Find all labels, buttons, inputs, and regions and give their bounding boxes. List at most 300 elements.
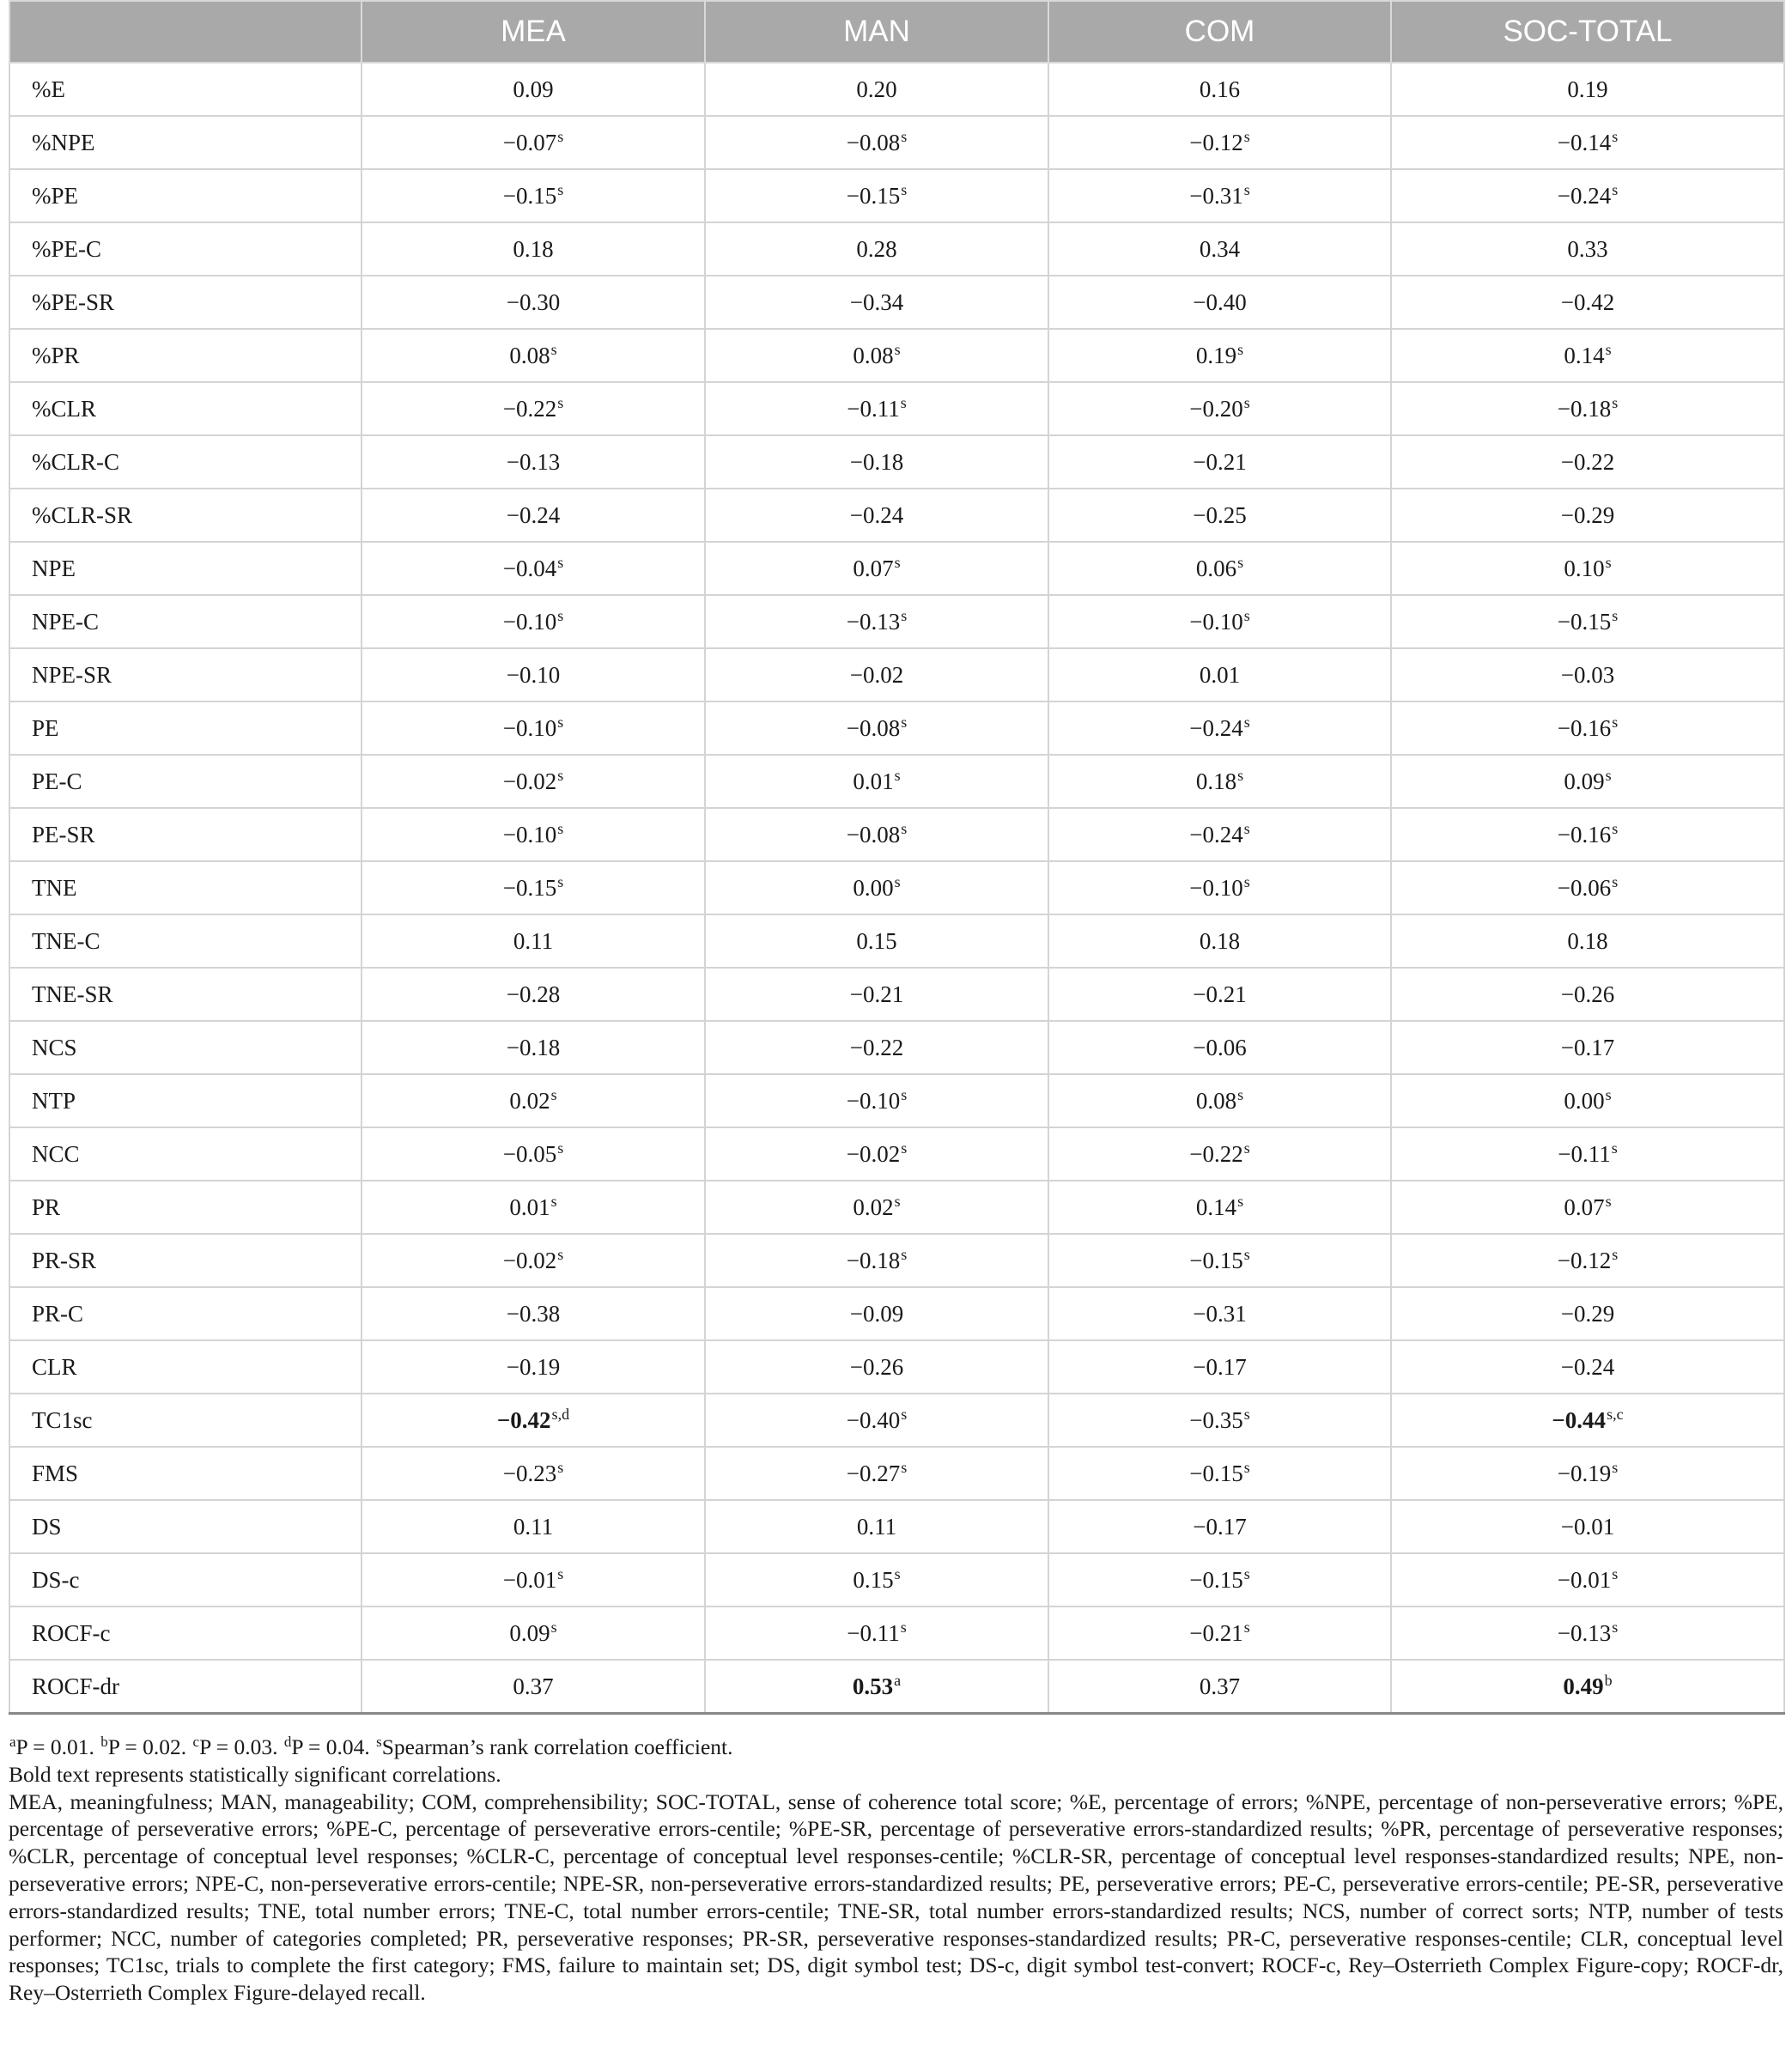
cell-superscript: s (550, 1085, 557, 1103)
cell-value: 0.00 (853, 874, 894, 901)
table-cell (1048, 1181, 1391, 1234)
cell-value: −0.08 (846, 821, 901, 847)
cell-superscript: s (1612, 1618, 1619, 1636)
table-cell (705, 1500, 1048, 1553)
cell-value: −0.35 (1189, 1406, 1243, 1433)
table-cell (361, 1394, 705, 1447)
table-cell (361, 1074, 705, 1127)
cell-superscript: s (1605, 766, 1612, 784)
cell-superscript: s (557, 180, 564, 198)
table-cell (1391, 1074, 1784, 1127)
cell-value: −0.04 (502, 555, 557, 581)
cell-value: 0.00 (1564, 1087, 1605, 1114)
table-cell (1391, 595, 1784, 648)
cell-superscript: s (1611, 1139, 1618, 1157)
table-cell (361, 755, 705, 808)
table-cell (705, 914, 1048, 968)
table-row (9, 1340, 1784, 1394)
table-row (9, 435, 1784, 489)
table-cell (361, 701, 705, 755)
cell-value: −0.21 (849, 981, 904, 1007)
cell-superscript: s (1237, 1085, 1244, 1103)
table-row (9, 1127, 1784, 1181)
cell-value: 0.06 (1195, 555, 1237, 581)
table-cell (705, 542, 1048, 595)
cell-superscript: s (901, 127, 908, 145)
cell-value: −0.08 (846, 129, 901, 155)
row-label: PE-SR (9, 808, 361, 861)
footnote-marker: c (192, 1734, 200, 1750)
cell-value: −0.22 (502, 395, 557, 422)
table-row (9, 648, 1784, 701)
cell-superscript: s (557, 766, 564, 784)
table-cell (361, 1287, 705, 1340)
cell-value: −0.10 (506, 661, 561, 688)
cell-value: −0.24 (1557, 182, 1612, 209)
table-cell (1048, 808, 1391, 861)
cell-value: −0.15 (502, 874, 557, 901)
row-label: NPE (9, 542, 361, 595)
cell-value: 0.07 (853, 555, 894, 581)
cell-superscript: s (900, 393, 907, 411)
cell-value: −0.06 (1193, 1034, 1247, 1060)
table-row (9, 329, 1784, 382)
table-cell (361, 63, 705, 116)
cell-superscript: s (1243, 872, 1250, 890)
cell-value: −0.17 (1193, 1353, 1247, 1380)
cell-value: −0.15 (846, 182, 901, 209)
cell-value: −0.13 (846, 608, 901, 635)
row-label: ROCF-c (9, 1606, 361, 1660)
cell-superscript: s (557, 1245, 564, 1263)
table-row (9, 1074, 1784, 1127)
table-cell (1391, 1127, 1784, 1181)
row-label: TNE-C (9, 914, 361, 968)
table-cell (1391, 276, 1784, 329)
table-cell (1391, 382, 1784, 435)
table-cell (705, 861, 1048, 914)
row-label: %PE-SR (9, 276, 361, 329)
table-cell (705, 1606, 1048, 1660)
cell-superscript: s (1612, 1458, 1619, 1476)
table-cell (1048, 222, 1391, 276)
cell-superscript: s (557, 553, 564, 571)
cell-value: 0.01 (509, 1193, 550, 1220)
row-label: %PE (9, 169, 361, 222)
cell-superscript: s (1243, 819, 1250, 837)
cell-superscript: s (1612, 713, 1619, 731)
row-label: CLR (9, 1340, 361, 1394)
cell-value: −0.19 (506, 1353, 561, 1380)
cell-value: −0.09 (849, 1300, 904, 1327)
cell-value: −0.22 (1189, 1140, 1243, 1167)
row-label: NTP (9, 1074, 361, 1127)
table-row (9, 808, 1784, 861)
table-cell (1048, 382, 1391, 435)
table-row (9, 1553, 1784, 1606)
table-body (9, 63, 1784, 1714)
cell-value: −0.15 (502, 182, 557, 209)
table-cell (361, 435, 705, 489)
cell-value: −0.02 (502, 768, 557, 794)
table-cell (1391, 1021, 1784, 1074)
cell-value: 0.37 (1199, 1673, 1241, 1699)
footnote-marker: s (376, 1734, 382, 1750)
row-label: %PE-C (9, 222, 361, 276)
cell-value: −0.17 (1560, 1034, 1615, 1060)
cell-value: −0.24 (849, 501, 904, 528)
cell-value: −0.42 (496, 1406, 551, 1433)
row-label: ROCF-dr (9, 1660, 361, 1714)
cell-superscript: s (894, 1564, 901, 1582)
cell-value: −0.12 (1189, 129, 1243, 155)
table-cell (1048, 701, 1391, 755)
cell-value: 0.18 (1195, 768, 1237, 794)
footnote-text: Spearman’s rank correlation coefficient. (381, 1734, 733, 1759)
table-cell (1048, 755, 1391, 808)
table-cell (705, 701, 1048, 755)
table-cell (1048, 1660, 1391, 1714)
significance-footnote (9, 1734, 1783, 1761)
cell-value: −0.30 (506, 288, 561, 315)
table-cell (1391, 1447, 1784, 1500)
cell-value: 0.09 (513, 76, 554, 102)
cell-value: −0.11 (847, 395, 900, 422)
row-label: TNE (9, 861, 361, 914)
row-label: FMS (9, 1447, 361, 1500)
table-cell (1048, 116, 1391, 169)
table-cell (1048, 1447, 1391, 1500)
table-row (9, 116, 1784, 169)
table-cell (1391, 1660, 1784, 1714)
table-cell (705, 222, 1048, 276)
cell-value: 0.28 (856, 235, 897, 262)
cell-value: −0.06 (1557, 874, 1612, 901)
table-cell (1391, 1606, 1784, 1660)
cell-value: −0.38 (506, 1300, 561, 1327)
table-cell (1391, 968, 1784, 1021)
table-cell (361, 1181, 705, 1234)
table-cell (705, 382, 1048, 435)
cell-superscript: s (1243, 606, 1250, 624)
cell-superscript: s (1243, 1618, 1250, 1636)
row-label: PR-SR (9, 1234, 361, 1287)
table-row (9, 382, 1784, 435)
table-cell (705, 1340, 1048, 1394)
cell-value: −0.15 (1189, 1566, 1243, 1593)
table-cell (1048, 1287, 1391, 1340)
table-row (9, 755, 1784, 808)
table-cell (1391, 755, 1784, 808)
table-row (9, 489, 1784, 542)
cell-value: −0.24 (1560, 1353, 1615, 1380)
table-cell (1391, 63, 1784, 116)
cell-superscript: s (557, 606, 564, 624)
cell-value: 0.19 (1195, 342, 1237, 368)
table-cell (1048, 63, 1391, 116)
cell-value: −0.27 (846, 1460, 901, 1486)
table-cell (705, 1394, 1048, 1447)
cell-superscript: s (557, 713, 564, 731)
cell-superscript: s (1243, 1564, 1250, 1582)
table-cell (361, 169, 705, 222)
table-cell (1048, 595, 1391, 648)
table-cell (1048, 1074, 1391, 1127)
cell-superscript: s (894, 1192, 901, 1210)
table-cell (1391, 222, 1784, 276)
cell-superscript: s (1243, 1245, 1250, 1263)
table-cell (361, 1553, 705, 1606)
table-row (9, 542, 1784, 595)
row-label: TC1sc (9, 1394, 361, 1447)
cell-value: 0.33 (1567, 235, 1608, 262)
table-row (9, 1606, 1784, 1660)
table-row (9, 1287, 1784, 1340)
table-cell (1391, 489, 1784, 542)
cell-value: −0.12 (1557, 1247, 1612, 1273)
cell-value: −0.03 (1560, 661, 1615, 688)
table-cell (1391, 542, 1784, 595)
cell-value: −0.15 (1557, 608, 1612, 635)
cell-superscript: s (1243, 1139, 1250, 1157)
cell-superscript: s (1237, 1192, 1244, 1210)
footnote-marker: b (100, 1734, 108, 1750)
table-cell (1048, 1127, 1391, 1181)
cell-value: 0.16 (1199, 76, 1241, 102)
cell-superscript: s (1243, 180, 1250, 198)
cell-value: −0.26 (849, 1353, 904, 1380)
table-cell (1048, 542, 1391, 595)
table-cell (705, 1287, 1048, 1340)
table-cell (1048, 1340, 1391, 1394)
table-cell (1048, 1234, 1391, 1287)
table-cell (361, 861, 705, 914)
table-footnotes (9, 1734, 1783, 2007)
table-cell (361, 382, 705, 435)
table-cell (705, 1447, 1048, 1500)
cell-superscript: s (1243, 713, 1250, 731)
table-cell (1391, 435, 1784, 489)
cell-value: 0.09 (509, 1619, 550, 1646)
table-cell (705, 1181, 1048, 1234)
cell-superscript: s (1605, 340, 1612, 358)
cell-value: −0.21 (1193, 981, 1247, 1007)
cell-superscript: s (901, 1245, 908, 1263)
table-row (9, 861, 1784, 914)
cell-superscript: s (894, 766, 901, 784)
abbreviations-footnote: MEA, meaningfulness; MAN, manageability; COM, comprehensibility; SOC-TOTAL, sense of coherence total score; %E, percentage of errors; %NPE, percentage of non-perseverative errors; %PE, percentage of perseverative errors; %PE-C, percentage of perseverative errors-centile; %PE-SR, percentage of perseverative errors-standardized results; %PR, percentage of perseverative responses; %CLR, percentage of conceptual level responses; %CLR-C, percentage of conceptual level responses-centile; %CLR-SR, percentage of conceptual level responses-standardized results; NPE, non-perseverative errors; NPE-C, non-perseverative errors-centile; NPE-SR, non-perseverative errors-standardized results; PE, perseverative errors; PE-C, perseverative errors-centile; PE-SR, perseverative errors-standardized results; TNE, total number errors; TNE-C, total number errors-centile; TNE-SR, total number errors-standardized results; NCS, number of correct sorts; NTP, number of tests performer; NCC, number of categories completed; PR, perseverative responses; PR-SR, perseverative responses-standardized results; PR-C, perseverative responses-centile; CLR, conceptual level responses; TC1sc, trials to complete the first category; FMS, failure to maintain set; DS, digit symbol test; DS-c, digit symbol test-convert; ROCF-c, Rey–Osterrieth Complex Figure-copy; ROCF-dr, Rey–Osterrieth Complex Figure-delayed recall. (9, 1789, 1783, 2006)
cell-value: −0.10 (502, 608, 557, 635)
table-cell (361, 222, 705, 276)
cell-value: −0.25 (1193, 501, 1247, 528)
table-row (9, 1447, 1784, 1500)
cell-superscript: s (1237, 340, 1244, 358)
cell-superscript: s (557, 1139, 564, 1157)
cell-value: −0.02 (849, 661, 904, 688)
table-cell (705, 1021, 1048, 1074)
cell-superscript: b (1604, 1671, 1613, 1689)
cell-value: 0.18 (513, 235, 554, 262)
cell-value: −0.40 (1193, 288, 1247, 315)
header-row (9, 1, 1784, 63)
cell-value: −0.14 (1557, 129, 1612, 155)
cell-value: −0.02 (502, 1247, 557, 1273)
cell-superscript: s,d (551, 1405, 570, 1423)
cell-superscript: s (901, 713, 908, 731)
cell-superscript: s (894, 340, 901, 358)
table-cell (361, 1500, 705, 1553)
table-cell (1048, 914, 1391, 968)
table-cell (1391, 1500, 1784, 1553)
table-row (9, 222, 1784, 276)
table-cell (1048, 329, 1391, 382)
cell-value: 0.37 (513, 1673, 554, 1699)
row-label: DS-c (9, 1553, 361, 1606)
cell-value: −0.28 (506, 981, 561, 1007)
cell-value: 0.01 (853, 768, 894, 794)
cell-value: −0.01 (1560, 1513, 1615, 1540)
cell-superscript: s (1243, 1458, 1250, 1476)
cell-value: −0.15 (1189, 1247, 1243, 1273)
cell-superscript: s (894, 872, 901, 890)
cell-value: 0.49 (1563, 1673, 1604, 1699)
cell-superscript: s (901, 606, 908, 624)
row-label: %CLR-SR (9, 489, 361, 542)
table-cell (705, 329, 1048, 382)
table-cell (705, 1127, 1048, 1181)
table-cell (361, 542, 705, 595)
cell-value: −0.13 (506, 448, 561, 475)
table-cell (1391, 914, 1784, 968)
table-cell (361, 1660, 705, 1714)
table-row (9, 1660, 1784, 1714)
cell-superscript: s (1605, 1085, 1612, 1103)
header-cell-mea: MEA (361, 1, 705, 63)
table-cell (361, 116, 705, 169)
table-cell (705, 276, 1048, 329)
cell-superscript: s (1612, 127, 1619, 145)
table-cell (705, 63, 1048, 116)
cell-value: −0.11 (1558, 1140, 1611, 1167)
table-cell (361, 914, 705, 968)
cell-value: −0.24 (1189, 821, 1243, 847)
cell-superscript: s (557, 1564, 564, 1582)
cell-superscript: s (1243, 393, 1250, 411)
table-cell (1048, 276, 1391, 329)
table-cell (361, 329, 705, 382)
header-cell-man: MAN (705, 1, 1048, 63)
table-cell (1048, 1606, 1391, 1660)
cell-superscript: s (900, 1618, 907, 1636)
cell-value: −0.13 (1557, 1619, 1612, 1646)
table-cell (705, 648, 1048, 701)
table-cell (705, 1074, 1048, 1127)
cell-value: 0.11 (856, 1513, 897, 1540)
cell-value: 0.08 (1195, 1087, 1237, 1114)
table-cell (1048, 968, 1391, 1021)
table-cell (1391, 648, 1784, 701)
cell-superscript: s (557, 872, 564, 890)
cell-value: 0.11 (513, 1513, 554, 1540)
cell-superscript: s (901, 1085, 908, 1103)
table-cell (705, 116, 1048, 169)
row-label: %CLR (9, 382, 361, 435)
table-cell (1391, 1340, 1784, 1394)
cell-value: −0.44 (1552, 1406, 1607, 1433)
table-cell (705, 1553, 1048, 1606)
table-cell (1391, 1394, 1784, 1447)
footnote-marker: d (283, 1734, 292, 1750)
header-cell-blank (9, 1, 361, 63)
footnote-text: P = 0.02. (107, 1734, 192, 1759)
table-cell (705, 489, 1048, 542)
cell-superscript: s,c (1607, 1405, 1624, 1423)
table-cell (705, 169, 1048, 222)
table-cell (1048, 648, 1391, 701)
row-label: %NPE (9, 116, 361, 169)
row-label: PE-C (9, 755, 361, 808)
cell-value: −0.21 (1193, 448, 1247, 475)
table-cell (1048, 861, 1391, 914)
table-cell (361, 968, 705, 1021)
cell-superscript: s (1605, 1192, 1612, 1210)
table-cell (361, 276, 705, 329)
cell-value: −0.01 (1557, 1566, 1612, 1593)
cell-value: 0.01 (1199, 661, 1241, 688)
cell-superscript: s (1237, 553, 1244, 571)
cell-value: −0.10 (1189, 608, 1243, 635)
cell-value: −0.17 (1193, 1513, 1247, 1540)
cell-superscript: s (901, 1458, 908, 1476)
row-label: DS (9, 1500, 361, 1553)
cell-value: −0.23 (502, 1460, 557, 1486)
cell-superscript: s (557, 393, 564, 411)
cell-value: 0.08 (509, 342, 550, 368)
table-cell (705, 1660, 1048, 1714)
cell-value: 0.02 (853, 1193, 894, 1220)
table-cell (705, 1234, 1048, 1287)
table-cell (705, 808, 1048, 861)
cell-value: −0.16 (1557, 821, 1612, 847)
cell-value: −0.34 (849, 288, 904, 315)
row-label: NPE-C (9, 595, 361, 648)
cell-superscript: s (901, 1405, 908, 1423)
cell-value: −0.42 (1560, 288, 1615, 315)
cell-value: 0.02 (509, 1087, 550, 1114)
cell-value: −0.15 (1189, 1460, 1243, 1486)
cell-value: 0.14 (1195, 1193, 1237, 1220)
footnote-text: P = 0.04. (291, 1734, 376, 1759)
table-row (9, 63, 1784, 116)
cell-value: −0.07 (502, 129, 557, 155)
row-label: %PR (9, 329, 361, 382)
table-row (9, 1234, 1784, 1287)
table-cell (705, 435, 1048, 489)
row-label: PR (9, 1181, 361, 1234)
cell-value: −0.18 (506, 1034, 561, 1060)
cell-value: 0.20 (856, 76, 897, 102)
cell-value: −0.31 (1193, 1300, 1247, 1327)
cell-superscript: s (1612, 872, 1619, 890)
cell-value: 0.14 (1564, 342, 1605, 368)
table-container (9, 0, 1783, 2007)
cell-value: −0.24 (1189, 714, 1243, 741)
row-label: PR-C (9, 1287, 361, 1340)
cell-value: −0.18 (849, 448, 904, 475)
cell-value: −0.20 (1189, 395, 1243, 422)
cell-superscript: s (1612, 606, 1619, 624)
table-row (9, 968, 1784, 1021)
